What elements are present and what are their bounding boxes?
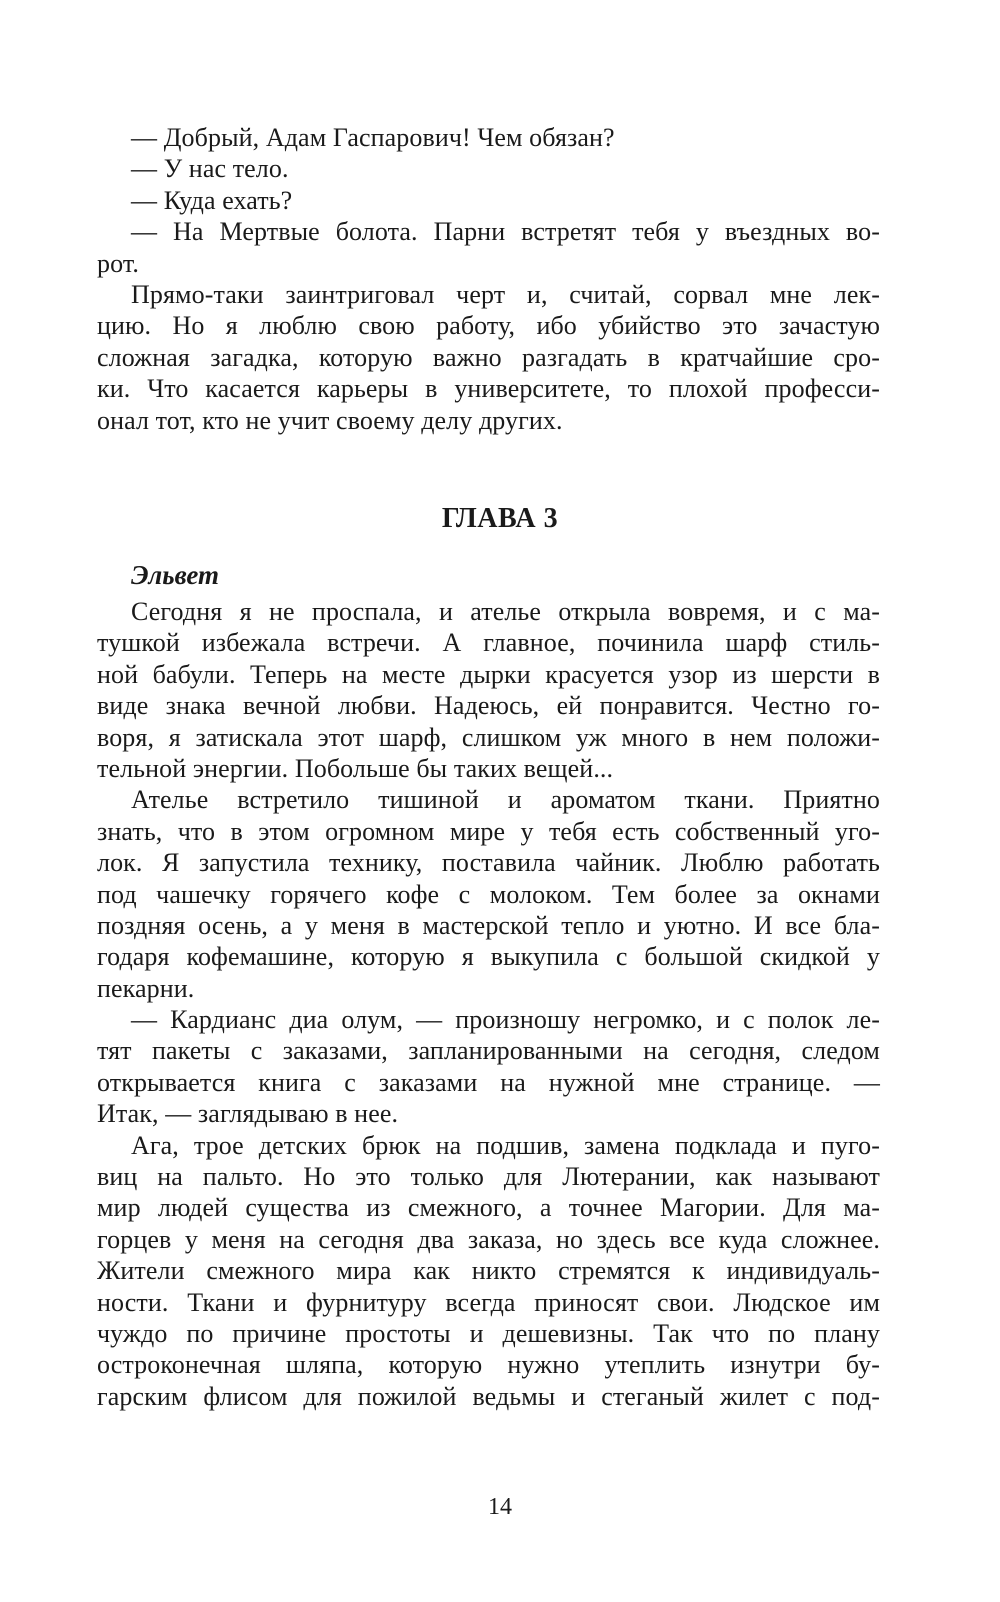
text-line: виде знака вечной любви. Надеюсь, ей понравится. Честно го- — [97, 691, 880, 721]
text-line: ной бабули. Теперь на месте дырки красуется узор из шерсти в — [97, 659, 880, 689]
intro-text-block — [97, 122, 880, 436]
text-line: знать, что в этом огромном мире у тебя есть собственный уго- — [97, 816, 880, 846]
text-line: виц на пальто. Но это только для Лютерании, как называют — [97, 1162, 880, 1192]
text-line: лок. Я запустила технику, поставила чайник. Люблю работать — [97, 848, 880, 878]
text-line: мир людей существа из смежного, а точнее Магории. Для ма- — [97, 1193, 880, 1223]
text-line: остроконечная шляпа, которую нужно утеплить изнутри бу- — [97, 1350, 880, 1380]
text-line: — Добрый, Адам Гаспарович! Чем обязан? — [131, 123, 615, 152]
text-line: поздняя осень, а у меня в мастерской тепло и уютно. И все бла- — [97, 910, 880, 940]
text-line: Сегодня я не проспала, и ателье открыла вовремя, и с ма- — [131, 597, 880, 626]
text-line: Итак, — заглядываю в нее. — [97, 1099, 399, 1129]
text-line: тят пакеты с заказами, запланированными на сегодня, следом — [97, 1036, 880, 1066]
chapter-title: ГЛАВА 3 — [441, 503, 559, 534]
text-line: онал тот, кто не учит своему делу других. — [97, 405, 563, 435]
text-line: цию. Но я люблю свою работу, ибо убийство это зачастую — [97, 311, 880, 341]
text-line: тельной энергии. Побольше бы таких вещей... — [97, 753, 614, 783]
text-line: чуждо по причине простоты и дешевизны. Так что по плану — [97, 1318, 880, 1348]
text-line: открывается книга с заказами на нужной мне странице. — — [97, 1067, 880, 1097]
text-line: сложная загадка, которую важно разгадать в кратчайшие сро- — [97, 342, 880, 372]
text-line: рот. — [97, 248, 139, 278]
page-number: 14 — [488, 1494, 512, 1520]
text-line: ки. Что касается карьеры в университете, то плохой професси- — [97, 374, 880, 404]
pov-character-name: Эльвет — [131, 560, 219, 590]
text-line: Жители смежного мира как никто стремятся к индивидуаль- — [97, 1256, 880, 1286]
text-line: — У нас тело. — [131, 154, 289, 184]
text-line: — Кардианс диа олум, — произношу негромко, и с полок ле- — [131, 1005, 880, 1035]
text-line: тушкой избежала встречи. А главное, починила шарф стиль- — [97, 628, 880, 658]
text-line: горцев у меня на сегодня два заказа, но здесь все куда сложнее. — [97, 1224, 880, 1254]
text-line: гарским флисом для пожилой ведьмы и стеганый жилет с под- — [97, 1381, 880, 1411]
text-line: под чашечку горячего кофе с молоком. Тем более за окнами — [97, 879, 880, 909]
text-line: Ага, трое детских брюк на подшив, замена подклада и пуго- — [131, 1130, 880, 1160]
text-line: пекарни. — [97, 973, 195, 1003]
text-line: ности. Ткани и фурнитуру всегда приносят свои. Людское им — [97, 1287, 880, 1317]
text-line: Прямо-таки заинтриговал черт и, считай, сорвал мне лек- — [131, 279, 880, 309]
text-line: Ателье встретило тишиной и ароматом ткани. Приятно — [131, 785, 880, 815]
text-line: воря, я затискала этот шарф, слишком уж много в нем положи- — [97, 722, 880, 752]
text-line: — На Мертвые болота. Парни встретят тебя у въездных во- — [131, 217, 880, 247]
chapter-body-text — [97, 596, 880, 1412]
text-line: — Куда ехать? — [131, 185, 293, 215]
text-line: годаря кофемашине, которую я выкупила с большой скидкой у — [97, 942, 880, 972]
